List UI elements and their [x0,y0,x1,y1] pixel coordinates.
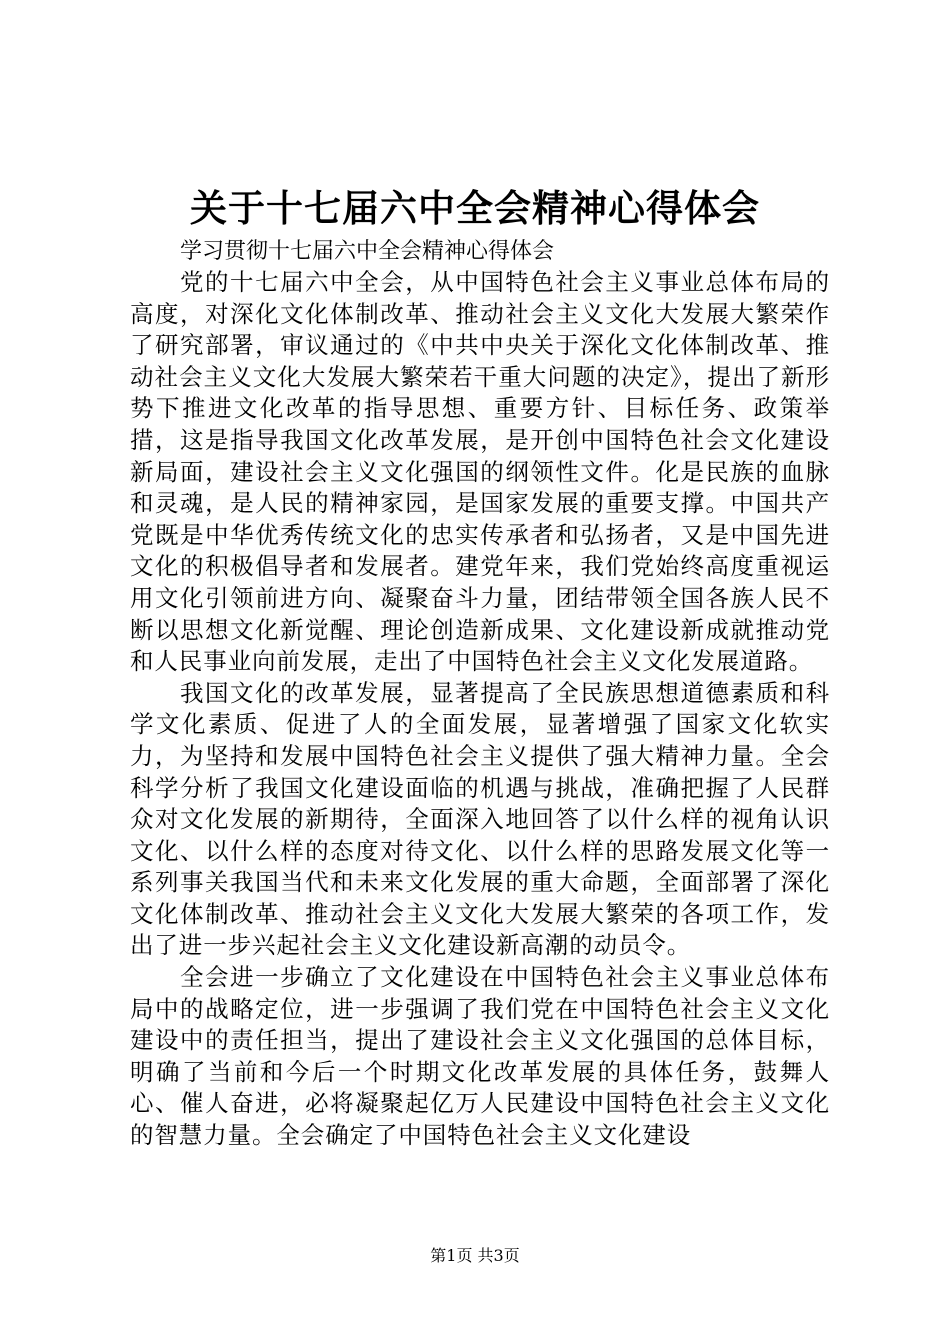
body-paragraph: 我国文化的改革发展，显著提高了全民族思想道德素质和科学文化素质、促进了人的全面发展，显著增强了国家文化软实力，为坚持和发展中国特色社会主义提供了强大精神力量。全会科学分析了我国文化建设面临的机遇与挑战，准确把握了人民群众对文化发展的新期待，全面深入地回答了以什么样的视角认识文化、以什么样的态度对待文化、以什么样的思路发展文化等一系列事关我国当代和未来文化发展的重大命题，全面部署了深化文化体制改革、推动社会主义文化大发展大繁荣的各项工作，发出了进一步兴起社会主义文化建设新高潮的动员令。 [130,678,830,960]
body-paragraph: 全会进一步确立了文化建设在中国特色社会主义事业总体布局中的战略定位，进一步强调了我们党在中国特色社会主义文化建设中的责任担当，提出了建设社会主义文化强国的总体目标，明确了当前和今后一个时期文化改革发展的具体任务，鼓舞人心、催人奋进，必将凝聚起亿万人民建设中国特色社会主义文化的智慧力量。全会确定了中国特色社会主义文化建设 [130,963,830,1150]
document-body [130,236,830,1152]
document-title: 关于十七届六中全会精神心得体会 [190,186,760,230]
page-number-footer: 第1页 共3页 [430,1246,520,1265]
body-paragraph: 党的十七届六中全会，从中国特色社会主义事业总体布局的高度，对深化文化体制改革、推动社会主义文化大发展大繁荣作了研究部署，审议通过的《中共中央关于深化文化体制改革、推动社会主义文化大发展大繁荣若干重大问题的决定》，提出了新形势下推进文化改革的指导思想、重要方针、目标任务、政策举措，这是指导我国文化改革发展，是开创中国特色社会文化建设新局面，建设社会主义文化强国的纲领性文件。化是民族的血脉和灵魂，是人民的精神家园，是国家发展的重要支撑。中国共产党既是中华优秀传统文化的忠实传承者和弘扬者，又是中国先进文化的积极倡导者和发展者。建党年来，我们党始终高度重视运用文化引领前进方向、凝聚奋斗力量，团结带领全国各族人民不断以思想文化新觉醒、理论创造新成果、文化建设新成就推动党和人民事业向前发展，走出了中国特色社会主义文化发展道路。 [130,268,830,676]
document-subtitle: 学习贯彻十七届六中全会精神心得体会 [180,239,555,264]
